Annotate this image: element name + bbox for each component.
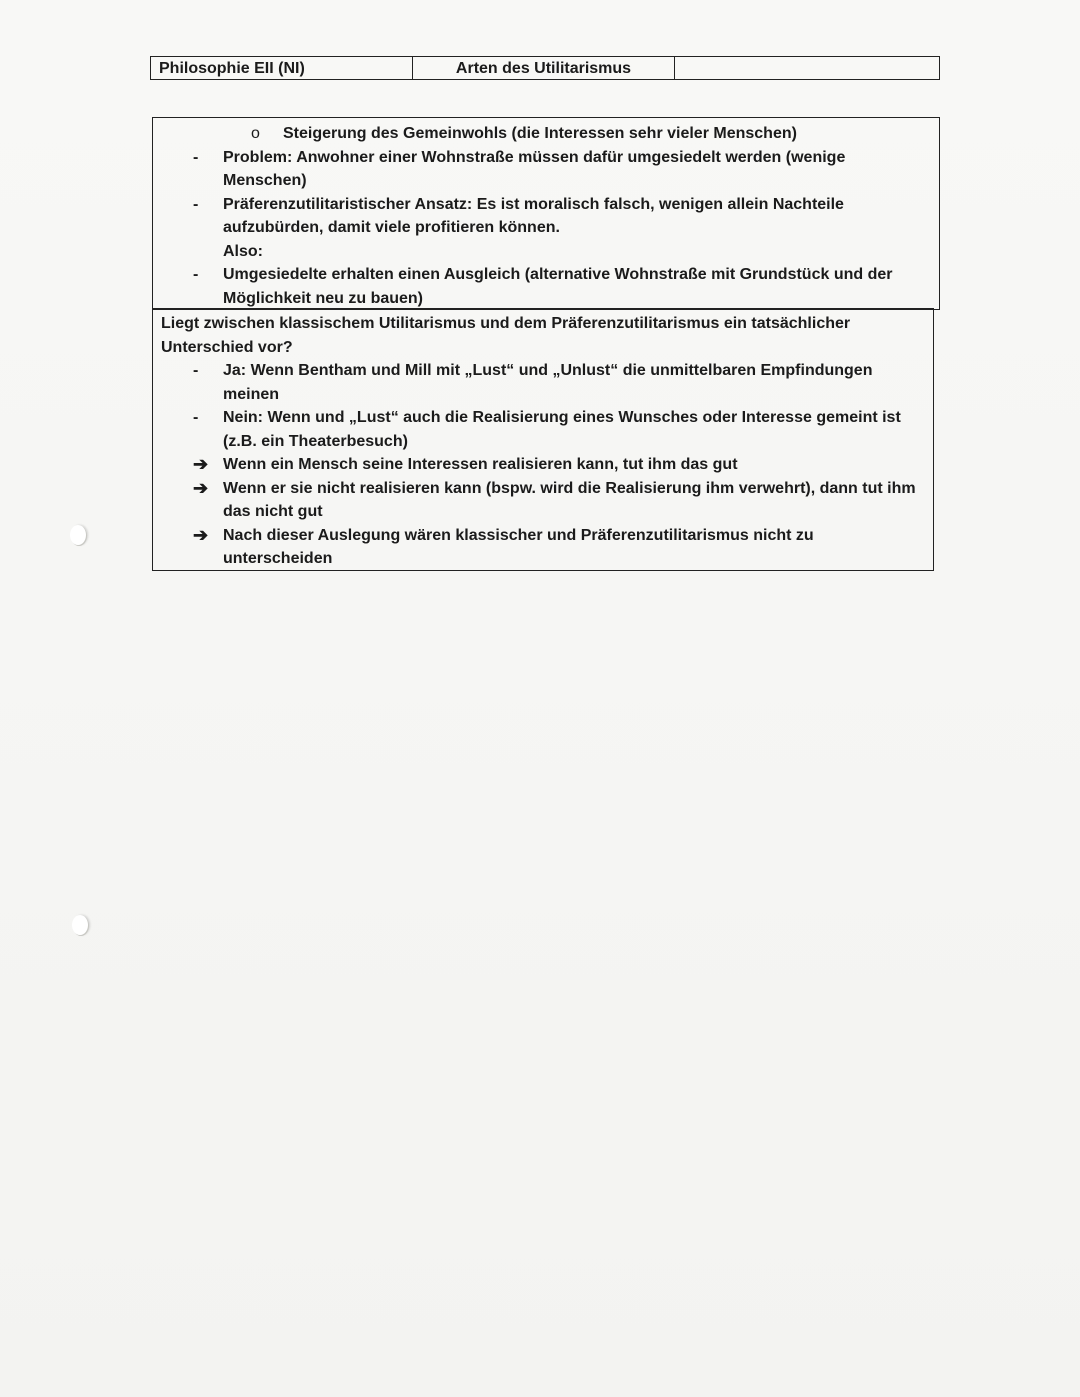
arrow-right-icon: ➔: [193, 454, 209, 474]
header-topic: Arten des Utilitarismus: [413, 57, 675, 79]
list-item: - Präferenzutilitaristischer Ansatz: Es ist moralisch falsch, wenigen allein Nachteile aufzubürden, damit viele profitieren können.: [153, 193, 931, 240]
header-subject: Philosophie EII (NI): [151, 57, 413, 79]
notes-box-bottom: [152, 308, 934, 571]
list-item: ➔ Wenn er sie nicht realisieren kann (bspw. wird die Realisierung ihm verwehrt), dann tut ihm das nicht gut: [193, 477, 916, 520]
notes-box-top: [152, 117, 940, 310]
punch-hole-bottom: [72, 915, 88, 935]
list-item: - Umgesiedelte erhalten einen Ausgleich (alternative Wohnstraße mit Grundstück und der Möglichkeit neu zu bauen): [153, 263, 931, 310]
dash-bullet-icon: -: [193, 362, 199, 379]
dash-bullet-icon: -: [193, 148, 199, 166]
arrow-right-icon: ➔: [193, 477, 209, 498]
also-label: Also:: [223, 242, 263, 260]
header-extra: [675, 57, 939, 79]
list-item: - Nein: Wenn und „Lust“ auch die Realisierung eines Wunsches oder Interesse gemeint ist (z.B. ein Theaterbesuch): [161, 406, 925, 453]
list-item: o Steigerung des Gemeinwohls (die Interessen sehr vieler Menschen): [153, 122, 931, 146]
header-table: [150, 56, 940, 80]
dash-bullet-icon: -: [193, 266, 199, 283]
circle-bullet-icon: o: [251, 125, 260, 142]
dash-bullet-icon: -: [193, 195, 199, 213]
list-item: ➔ Nach dieser Auslegung wären klassischer und Präferenzutilitarismus nicht zu unterscheiden: [193, 524, 814, 567]
arrow-right-icon: ➔: [193, 524, 209, 545]
list-item: - Ja: Wenn Bentham und Mill mit „Lust“ und „Unlust“ die unmittelbaren Empfindungen meinen: [161, 359, 925, 406]
list-item: - Problem: Anwohner einer Wohnstraße müssen dafür umgesiedelt werden (wenige Menschen): [153, 146, 931, 193]
list-item: ➔ Wenn ein Mensch seine Interessen realisieren kann, tut ihm das gut: [161, 453, 925, 477]
dash-bullet-icon: -: [193, 409, 199, 426]
punch-hole-top: [70, 525, 86, 545]
question-text: Liegt zwischen klassischem Utilitarismus und dem Präferenzutilitarismus ein tatsächlicher Unterschied vor?: [161, 315, 851, 356]
